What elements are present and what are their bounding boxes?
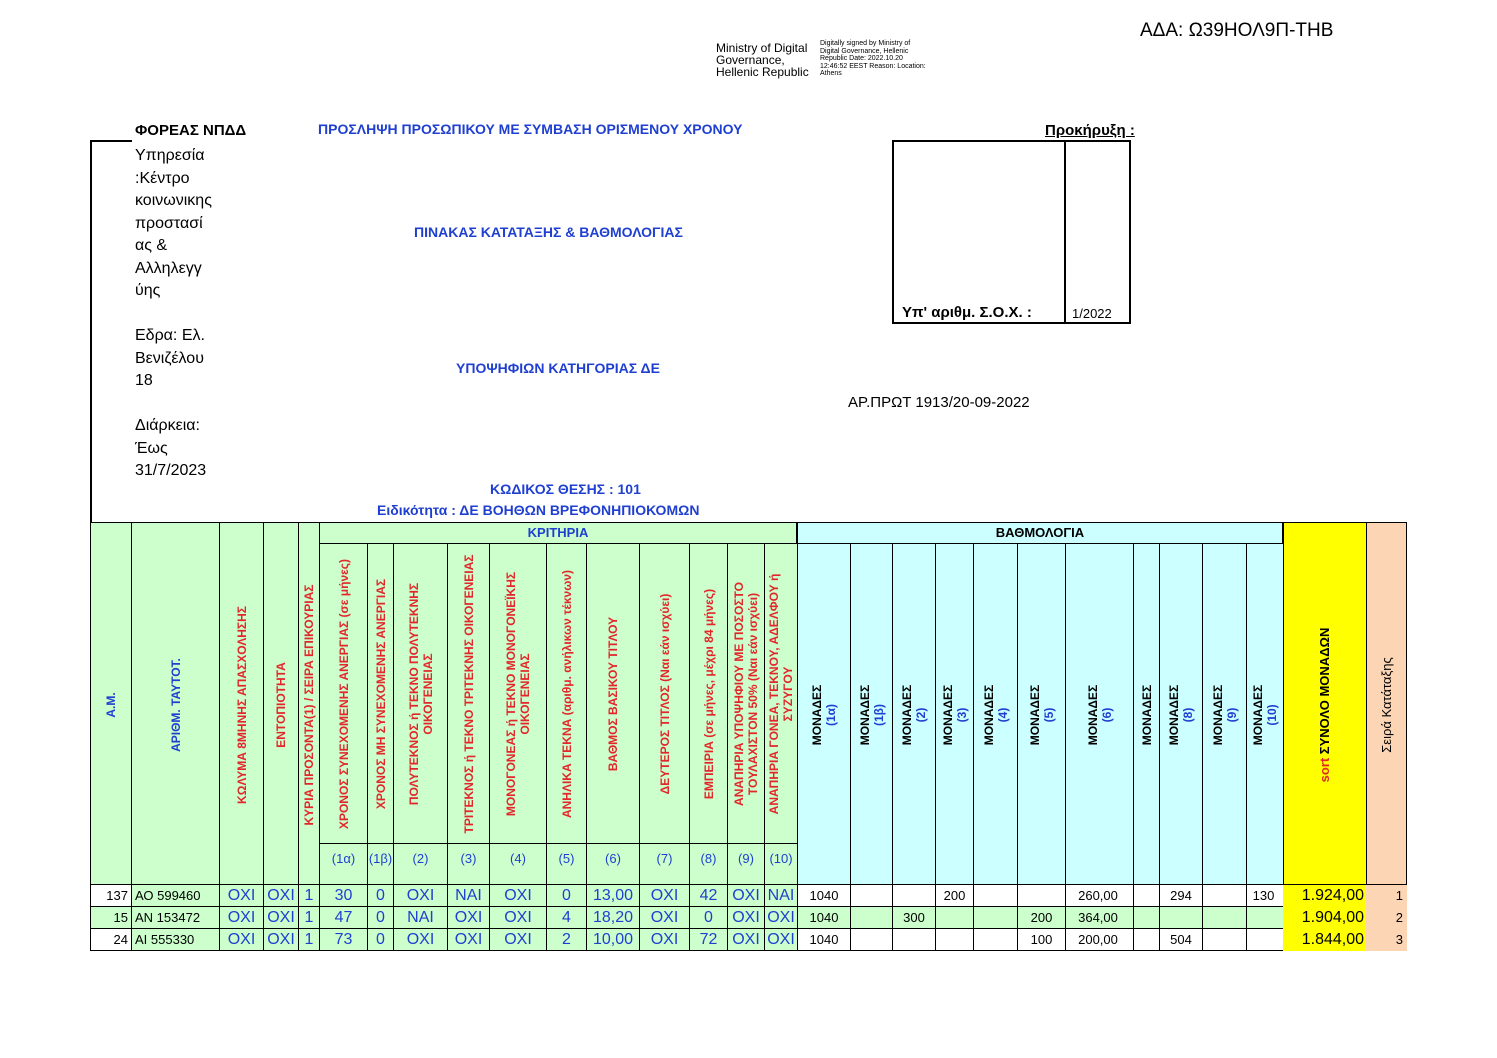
sox-value: 1/2022 xyxy=(1072,306,1112,321)
monades-index: (1α) xyxy=(824,703,838,727)
service-address: Εδρα: Ελ. Βενιζέλου 18 xyxy=(135,327,205,389)
column-sub-label: (6) xyxy=(605,851,621,866)
column-header-label: ΤΡΙΤΕΚΝΟΣ ή ΤΕΚΝΟ ΤΡΙΤΕΚΝΗΣ ΟΙΚΟΓΕΝΕΙΑΣ xyxy=(461,554,476,833)
cell-m4 xyxy=(973,907,1018,929)
cell-c8: 0 xyxy=(689,907,728,929)
cell-am: 15 xyxy=(90,907,132,929)
monades-header-label xyxy=(1211,554,1239,876)
table-row xyxy=(90,907,1406,929)
column-header-c8 xyxy=(689,543,728,885)
monades-header-label xyxy=(1086,554,1114,876)
cell-c5: 2 xyxy=(546,929,587,951)
rank-header-label: Σειρά Κατάταξης xyxy=(1378,656,1394,753)
monades-index: (1β) xyxy=(871,704,886,726)
column-sub-label: (3) xyxy=(460,851,477,866)
column-header-label: ΑΝΑΠΗΡΙΑ ΓΟΝΕΑ, ΤΕΚΝΟΥ, ΑΔΕΛΦΟΥ ή ΣΥΖΥΓΟΥ xyxy=(767,573,795,814)
cell-c6: 18,20 xyxy=(586,907,640,929)
monades-header-label xyxy=(810,554,838,876)
cell-entop: ΟΧΙ xyxy=(263,907,299,929)
cell-m10 xyxy=(1246,907,1284,929)
cell-kyria: 1 xyxy=(298,929,320,951)
monades-index: (8) xyxy=(1181,707,1195,723)
column-header-kolyma xyxy=(219,522,264,885)
category-title: ΥΠΟΨΗΦΙΩΝ ΚΑΤΗΓΟΡΙΑΣ ΔΕ xyxy=(456,360,660,376)
column-header-kyria xyxy=(298,522,320,885)
cell-total: 1.924,00 xyxy=(1283,885,1367,907)
column-sub-label: (1β) xyxy=(368,851,393,866)
cell-m8 xyxy=(1159,907,1203,929)
cell-am: 24 xyxy=(90,929,132,951)
cell-c6: 10,00 xyxy=(586,929,640,951)
cell-c1a: 73 xyxy=(319,929,368,951)
cell-m9 xyxy=(1202,929,1247,951)
cell-m1b xyxy=(850,907,893,929)
table-row xyxy=(90,929,1406,951)
cell-m6: 364,00 xyxy=(1065,907,1134,929)
monades-word: ΜΟΝΑΔΕΣ xyxy=(940,684,955,746)
cell-c4: ΟΧΙ xyxy=(489,929,547,951)
frame-line xyxy=(90,140,92,523)
cell-c5: 0 xyxy=(546,885,587,907)
cell-m6: 260,00 xyxy=(1065,885,1134,907)
column-header-label: ΧΡΟΝΟΣ ΜΗ ΣΥΝΕΧΟΜΕΝΗΣ ΑΝΕΡΓΙΑΣ xyxy=(373,578,388,809)
sub-divider xyxy=(490,843,546,844)
cell-m10: 130 xyxy=(1246,885,1284,907)
cell-m1b xyxy=(850,885,893,907)
sub-divider xyxy=(448,843,489,844)
monades-word: ΜΟΝΑΔΕΣ xyxy=(981,684,996,746)
monades-word: ΜΟΝΑΔΕΣ xyxy=(1167,684,1181,746)
frame-line xyxy=(90,140,132,142)
cell-c7: ΟΧΙ xyxy=(639,907,690,929)
monades-index: (9) xyxy=(1224,707,1239,723)
cell-taut: ΑΙ 555330 xyxy=(131,929,220,951)
cell-c10: ΟΧΙ xyxy=(764,907,798,929)
column-sub-label: (4) xyxy=(510,851,526,866)
signature-issuer: Ministry of Digital Governance, Hellenic Republic xyxy=(716,41,809,79)
cell-kyria: 1 xyxy=(298,885,320,907)
cell-c1a: 47 xyxy=(319,907,368,929)
column-sub-label: (5) xyxy=(558,851,575,866)
sub-divider xyxy=(728,843,764,844)
column-header-m1b xyxy=(850,543,893,885)
column-header-m2 xyxy=(892,543,936,885)
cell-c3: ΝΑΙ xyxy=(447,885,490,907)
sub-divider xyxy=(690,843,727,844)
column-header-c2 xyxy=(393,543,448,885)
monades-word: ΜΟΝΑΔΕΣ xyxy=(810,684,824,746)
column-header-taut xyxy=(131,522,220,885)
column-header-label: ΑΝΗΛΙΚΑ ΤΕΚΝΑ (αριθμ. ανήλικων τέκνων) xyxy=(559,569,574,818)
cell-rank: 1 xyxy=(1366,885,1407,907)
monades-header-label xyxy=(941,554,969,876)
cell-c1b: 0 xyxy=(367,885,394,907)
sub-divider xyxy=(547,843,586,844)
cell-taut: ΑΝ 153472 xyxy=(131,907,220,929)
cell-c6: 13,00 xyxy=(586,885,640,907)
column-header-m9 xyxy=(1202,543,1247,885)
monades-index: (3) xyxy=(954,707,969,723)
cell-m2 xyxy=(892,885,936,907)
cell-c2: ΝΑΙ xyxy=(393,907,448,929)
cell-c3: ΟΧΙ xyxy=(447,907,490,929)
column-header-c9 xyxy=(727,543,765,885)
column-header-label: ΚΥΡΙΑ ΠΡΟΣΟΝΤΑ(1) / ΣΕΙΡΑ ΕΠΙΚΟΥΡΙΑΣ xyxy=(302,584,316,825)
page-title: ΠΡΟΣΛΗΨΗ ΠΡΟΣΩΠΙΚΟΥ ΜΕ ΣΥΜΒΑΣΗ ΟΡΙΣΜΕΝΟΥ ΧΡΟΝΟΥ xyxy=(318,121,743,137)
monades-index: (10) xyxy=(1265,704,1279,726)
monades-word: ΜΟΝΑΔΕΣ xyxy=(1210,684,1225,746)
total-header-label xyxy=(1318,627,1332,782)
cell-m1a: 1040 xyxy=(797,885,851,907)
column-header-c6 xyxy=(586,543,640,885)
column-header-c10 xyxy=(764,543,798,885)
monades-word: ΜΟΝΑΔΕΣ xyxy=(1027,684,1042,746)
monades-index: (2) xyxy=(914,707,928,723)
monades-index: (6) xyxy=(1099,707,1114,723)
cell-m7 xyxy=(1133,929,1160,951)
monades-word: ΜΟΝΑΔΕΣ xyxy=(900,684,914,746)
cell-c5: 4 xyxy=(546,907,587,929)
position-code: ΚΩΔΙΚΟΣ ΘΕΣΗΣ : 101 xyxy=(490,481,641,497)
cell-total: 1.844,00 xyxy=(1283,929,1367,951)
column-header-entop xyxy=(263,522,299,885)
cell-m4 xyxy=(973,929,1018,951)
monades-word: ΜΟΝΑΔΕΣ xyxy=(1085,684,1100,746)
cell-entop: ΟΧΙ xyxy=(263,885,299,907)
cell-m1a: 1040 xyxy=(797,907,851,929)
column-header-m4 xyxy=(973,543,1018,885)
cell-c1a: 30 xyxy=(319,885,368,907)
cell-entop: ΟΧΙ xyxy=(263,929,299,951)
cell-kolyma: ΟΧΙ xyxy=(219,929,264,951)
cell-kolyma: ΟΧΙ xyxy=(219,885,264,907)
column-sub-label: (7) xyxy=(656,851,673,866)
protocol-number: ΑΡ.ΠΡΩΤ 1913/20-09-2022 xyxy=(848,394,1030,411)
group-kritiria: ΚΡΙΤΗΡΙΑ xyxy=(319,522,797,544)
sub-divider xyxy=(640,843,689,844)
ada-code: ΑΔΑ: Ω39ΗΟΛ9Π-ΤΗΒ xyxy=(1140,20,1334,41)
monades-header-label xyxy=(1251,554,1279,876)
column-header-label: Α.Μ. xyxy=(104,691,118,718)
column-sub-label: (1α) xyxy=(331,851,356,866)
cell-c8: 72 xyxy=(689,929,728,951)
column-header-label: ΔΕΥΤΕΡΟΣ ΤΙΤΛΟΣ (Ναι εάν ισχύει) xyxy=(657,593,672,794)
cell-am: 137 xyxy=(90,885,132,907)
cell-c10: ΝΑΙ xyxy=(764,885,798,907)
group-vathmologia: ΒΑΘΜΟΛΟΓΙΑ xyxy=(797,522,1283,544)
column-header-m8 xyxy=(1159,543,1203,885)
cell-m7 xyxy=(1133,885,1160,907)
synolo-label: ΣΥΝΟΛΟ ΜΟΝΑΔΩΝ xyxy=(1317,627,1332,754)
foreas-label: ΦΟΡΕΑΣ ΝΠΔΔ xyxy=(135,122,247,139)
cell-c9: ΟΧΙ xyxy=(727,885,765,907)
cell-m2: 300 xyxy=(892,907,936,929)
monades-index: (5) xyxy=(1041,707,1056,723)
column-header-c4 xyxy=(489,543,547,885)
column-header-c1a xyxy=(319,543,368,885)
cell-c7: ΟΧΙ xyxy=(639,929,690,951)
column-header-total xyxy=(1283,522,1367,885)
monades-header-label xyxy=(900,554,928,876)
cell-c9: ΟΧΙ xyxy=(727,907,765,929)
column-header-label: ΑΡΙΘΜ. ΤΑΥΤΟΤ. xyxy=(168,657,183,752)
cell-m3 xyxy=(935,907,974,929)
column-header-am xyxy=(90,522,132,885)
service-name: Υπηρεσία :Κέντρο κοινωνικης προστασί ας & Αλληλεγγ ύης xyxy=(135,147,212,299)
cell-m1b xyxy=(850,929,893,951)
cell-c9: ΟΧΙ xyxy=(727,929,765,951)
signature-details: Digitally signed by Ministry of Digital Governance, Hellenic Republic Date: 2022.10.20 12:46:52 EEST Reason: Location: Athens xyxy=(820,40,926,78)
sub-divider xyxy=(587,843,639,844)
prokiryxi-label: Προκήρυξη : xyxy=(1045,122,1135,139)
cell-m8: 294 xyxy=(1159,885,1203,907)
cell-c3: ΟΧΙ xyxy=(447,929,490,951)
column-header-c7 xyxy=(639,543,690,885)
cell-kyria: 1 xyxy=(298,907,320,929)
table-title: ΠΙΝΑΚΑΣ ΚΑΤΑΤΑΞΗΣ & ΒΑΘΜΟΛΟΓΙΑΣ xyxy=(414,224,683,240)
monades-header-label xyxy=(1167,554,1195,876)
cell-c2: ΟΧΙ xyxy=(393,929,448,951)
column-header-m3 xyxy=(935,543,974,885)
cell-rank: 2 xyxy=(1366,907,1407,929)
column-sub-label: (2) xyxy=(412,851,429,866)
column-header-label: ΕΜΠΕΙΡΙΑ (σε μήνες, μέχρι 84 μήνες) xyxy=(701,588,716,799)
sub-divider xyxy=(320,843,367,844)
column-header-label: ΠΟΛΥΤΕΚΝΟΣ ή ΤΕΚΝΟ ΠΟΛΥΤΕΚΝΗΣ ΟΙΚΟΓΕΝΕΙΑΣ xyxy=(406,582,435,805)
cell-c4: ΟΧΙ xyxy=(489,885,547,907)
cell-c1b: 0 xyxy=(367,907,394,929)
cell-c4: ΟΧΙ xyxy=(489,907,547,929)
table-row xyxy=(90,885,1406,907)
column-header-label: ΒΑΘΜΟΣ ΒΑΣΙΚΟΥ ΤΙΤΛΟΥ xyxy=(606,616,620,771)
cell-m2 xyxy=(892,929,936,951)
cell-total: 1.904,00 xyxy=(1283,907,1367,929)
cell-m3: 200 xyxy=(935,885,974,907)
cell-rank: 3 xyxy=(1366,929,1407,951)
column-header-label: ΑΝΑΠΗΡΙΑ ΥΠΟΨΗΦΙΟΥ ΜΕ ΠΟΣΟΣΤΟ ΤΟΥΛΑΧΙΣΤΟΝ 50% (Ναι εάν ισχύει) xyxy=(732,581,760,806)
monades-header-label xyxy=(1140,554,1154,876)
cell-kolyma: ΟΧΙ xyxy=(219,907,264,929)
sox-box xyxy=(892,140,1064,324)
column-header-m6 xyxy=(1065,543,1134,885)
cell-c8: 42 xyxy=(689,885,728,907)
cell-m10 xyxy=(1246,929,1284,951)
column-header-rank xyxy=(1366,522,1407,885)
column-header-m1a xyxy=(797,543,851,885)
sub-divider xyxy=(765,843,797,844)
cell-m7 xyxy=(1133,907,1160,929)
cell-c10: ΟΧΙ xyxy=(764,929,798,951)
cell-c7: ΟΧΙ xyxy=(639,885,690,907)
column-header-label: ΜΟΝΟΓΟΝΕΑΣ ή ΤΕΚΝΟ ΜΟΝΟΓΟΝΕΪΚΗΣ ΟΙΚΟΓΕΝΕΙΑΣ xyxy=(504,571,532,816)
column-header-label: ΕΝΤΟΠΙΟΤΗΤΑ xyxy=(274,661,288,748)
cell-m9 xyxy=(1202,885,1247,907)
sort-label: sort xyxy=(1317,753,1332,782)
column-sub-label: (9) xyxy=(738,851,754,866)
column-sub-label: (10) xyxy=(769,851,793,866)
monades-header-label xyxy=(1028,554,1056,876)
monades-header-label xyxy=(858,554,886,876)
column-header-label: ΧΡΟΝΟΣ ΣΥΝΕΧΟΜΕΝΗΣ ΑΝΕΡΓΙΑΣ (σε μήνες) xyxy=(336,558,351,829)
cell-m6: 200,00 xyxy=(1065,929,1134,951)
column-header-c3 xyxy=(447,543,490,885)
cell-m1a: 1040 xyxy=(797,929,851,951)
cell-c1b: 0 xyxy=(367,929,394,951)
sub-divider xyxy=(368,843,393,844)
column-header-c1b xyxy=(367,543,394,885)
cell-m5: 100 xyxy=(1017,929,1066,951)
cell-m9 xyxy=(1202,907,1247,929)
service-info xyxy=(135,145,220,483)
sox-value-box xyxy=(1064,140,1131,324)
specialty: Ειδικότητα : ΔΕ ΒΟΗΘΩΝ ΒΡΕΦΟΝΗΠΙΟΚΟΜΩΝ xyxy=(377,502,700,518)
monades-index: (4) xyxy=(995,707,1010,723)
monades-word: ΜΟΝΑΔΕΣ xyxy=(1139,684,1154,746)
cell-m8: 504 xyxy=(1159,929,1203,951)
column-header-m10 xyxy=(1246,543,1284,885)
cell-taut: ΑΟ 599460 xyxy=(131,885,220,907)
column-header-m7 xyxy=(1133,543,1160,885)
column-header-c5 xyxy=(546,543,587,885)
sox-label: Υπ' αριθμ. Σ.Ο.Χ. : xyxy=(902,304,1032,321)
service-duration: Διάρκεια: Έως 31/7/2023 xyxy=(135,417,207,479)
cell-m5 xyxy=(1017,885,1066,907)
column-header-m5 xyxy=(1017,543,1066,885)
monades-word: ΜΟΝΑΔΕΣ xyxy=(1251,684,1265,746)
cell-c2: ΟΧΙ xyxy=(393,885,448,907)
monades-word: ΜΟΝΑΔΕΣ xyxy=(857,684,872,746)
sub-divider xyxy=(394,843,447,844)
column-sub-label: (8) xyxy=(700,851,717,866)
monades-header-label xyxy=(982,554,1010,876)
cell-m5: 200 xyxy=(1017,907,1066,929)
column-header-label: ΚΩΛΥΜΑ 8ΜΗΝΗΣ ΑΠΑΣΧΟΛΗΣΗΣ xyxy=(234,605,249,804)
cell-m3 xyxy=(935,929,974,951)
cell-m4 xyxy=(973,885,1018,907)
